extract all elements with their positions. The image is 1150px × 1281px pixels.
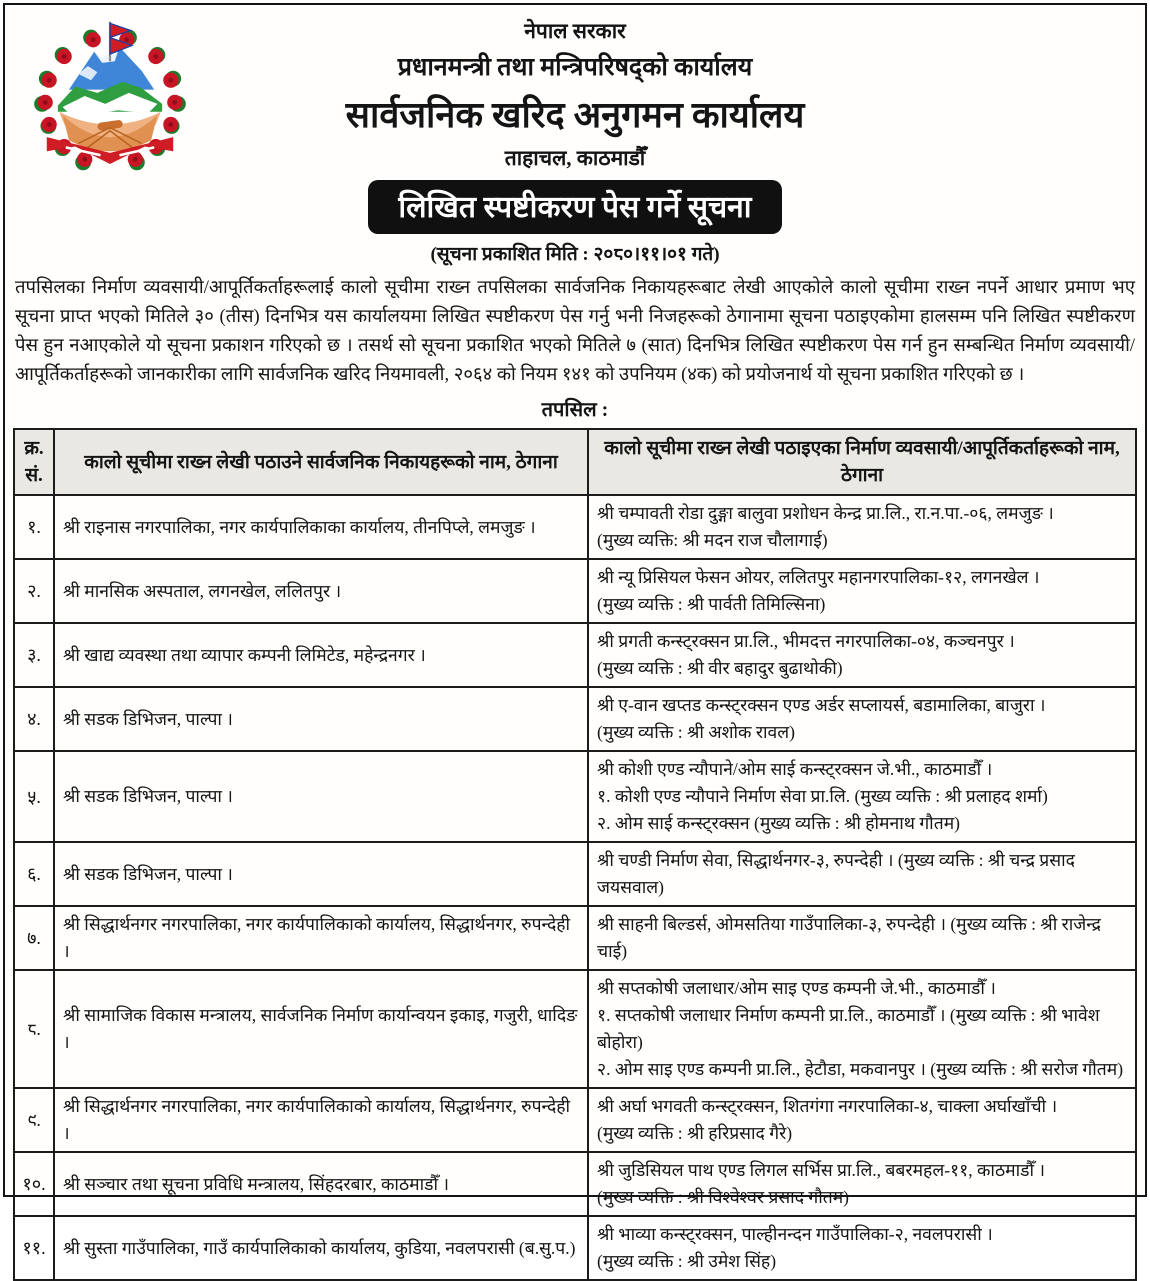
contractor-cell — [588, 842, 1136, 906]
notice-body-paragraph: तपसिलका निर्माण व्यवसायी/आपूर्तिकर्ताहरूलाई कालो सूचीमा राख्न तपसिलका सार्वजनिक निकायहरूबाट लेखी आएकोले कालो सूचीमा राख्न नपर्ने आधार प्रमाण भए सूचना प्राप्त भएको मितिले ३० (तीस) दिनभित्र यस कार्यालयमा लिखित स्पष्टीकरण पेस गर्नु भनी निजहरूको ठेगानामा सूचना पठाइएकोमा हालसम्म पनि लिखित स्पष्टीकरण पेस हुन नआएकोले यो सूचना प्रकाशन गरिएको छ । तसर्थ सो सूचना प्रकाशित भएको मितिले ७ (सात) दिनभित्र लिखित स्पष्टीकरण पेस गर्न हुन सम्बन्धित निर्माण व्यवसायी/आपूर्तिकर्ताहरूको जानकारीका लागि सार्वजनिक खरिद नियमावली, २०६४ को नियम १४१ को उपनियम (४क) को प्रयोजनार्थ यो सूचना प्रकाशित गरिएको छ । — [15, 278, 1135, 385]
contractor-cell — [588, 906, 1136, 970]
table-row — [14, 970, 1136, 1088]
table-row — [14, 1216, 1136, 1280]
contractor-line: श्री ए-वान खप्तड कन्स्ट्रक्सन एण्ड अर्डर सप्लायर्स, बडामालिका, बाजुरा । — [597, 695, 1046, 715]
contractor-line: श्री चम्पावती रोडा दुङ्गा बालुवा प्रशोधन केन्द्र प्रा.लि., रा.न.पा.-०६, लमजुङ । — [597, 503, 1054, 523]
contractor-cell — [588, 1152, 1136, 1216]
serial-number: ८. — [14, 970, 54, 1088]
table-row — [14, 1152, 1136, 1216]
public-body-cell: श्री मानसिक अस्पताल, लगनखेल, ललितपुर । — [54, 559, 588, 623]
table-row — [14, 559, 1136, 623]
contractor-line: (मुख्य व्यक्ति : श्री पार्वती तिमिल्सिना) — [597, 594, 826, 614]
serial-number: ३. — [14, 623, 54, 687]
details-label: तपसिल : — [541, 399, 609, 421]
contractor-cell — [588, 623, 1136, 687]
contractor-cell — [588, 687, 1136, 751]
government-name: नेपाल सरकार — [524, 19, 626, 43]
contractor-line: १. सप्तकोषी जलाधार निर्माण कम्पनी प्रा.लि., काठमाडौँ । (मुख्य व्यक्ति : श्री भावेश बोहोरा) — [597, 1005, 1100, 1052]
public-body-cell: श्री सिद्धार्थनगर नगरपालिका, नगर कार्यपालिकाको कार्यालय, सिद्धार्थनगर, रुपन्देही । — [54, 906, 588, 970]
office-address: ताहाचल, काठमाडौँ — [504, 146, 646, 170]
contractor-cell — [588, 1216, 1136, 1280]
serial-number: ५. — [14, 751, 54, 842]
public-body-cell: श्री सामाजिक विकास मन्त्रालय, सार्वजनिक निर्माण कार्यान्वयन इकाइ, गजुरी, धादिङ । — [54, 970, 588, 1088]
public-body-cell: श्री सडक डिभिजन, पाल्पा । — [54, 751, 588, 842]
contractor-line: श्री कोशी एण्ड न्यौपाने/ओम साई कन्स्ट्रक्सन जे.भी., काठमाडौँ । — [597, 759, 993, 779]
contractor-cell — [588, 559, 1136, 623]
contractor-line: श्री जुडिसियल पाथ एण्ड लिगल सर्भिस प्रा.लि., बबरमहल-११, काठमाडौँ । — [597, 1160, 1046, 1180]
header-serial-number: क्र. सं. — [14, 429, 54, 495]
header-public-body: कालो सूचीमा राख्न लेखी पठाउने सार्वजनिक निकायहरूको नाम, ठेगाना — [54, 429, 588, 495]
blacklist-table — [13, 428, 1137, 1281]
contractor-line: (मुख्य व्यक्ति : श्री उमेश सिंह) — [597, 1251, 777, 1271]
public-body-cell: श्री खाद्य व्यवस्था तथा व्यापार कम्पनी लिमिटेड, महेन्द्रनगर । — [54, 623, 588, 687]
contractor-cell — [588, 1088, 1136, 1152]
table-row — [14, 495, 1136, 559]
contractor-line: (मुख्य व्यक्ति : श्री हरिप्रसाद गैरे) — [597, 1123, 793, 1143]
ministry-name: प्रधानमन्त्री तथा मन्त्रिपरिषद्को कार्यालय — [397, 54, 753, 81]
notice-title: लिखित स्पष्टीकरण पेस गर्ने सूचना — [368, 180, 781, 234]
contractor-line: (मुख्य व्यक्ति : श्री वीर बहादुर बुढाथोकी) — [597, 658, 843, 678]
nepal-government-emblem-logo — [31, 17, 189, 175]
office-name: सार्वजनिक खरिद अनुगमन कार्यालय — [345, 95, 805, 135]
contractor-line: श्री सप्तकोषी जलाधार/ओम साइ एण्ड कम्पनी जे.भी., काठमाडौँ । — [597, 978, 996, 998]
contractor-line: (मुख्य व्यक्ति: श्री मदन राज चौलागाई) — [597, 530, 828, 550]
serial-number: ४. — [14, 687, 54, 751]
serial-number: ६. — [14, 842, 54, 906]
serial-number: ९. — [14, 1088, 54, 1152]
emblem-scene — [58, 47, 162, 153]
contractor-line: २. ओम साइ एण्ड कम्पनी प्रा.लि., हेटौडा, मकवानपुर । (मुख्य व्यक्ति : श्री सरोज गौतम) — [597, 1059, 1124, 1079]
contractor-line: श्री चण्डी निर्माण सेवा, सिद्धार्थनगर-३, रुपन्देही । (मुख्य व्यक्ति : श्री चन्द्र प्रसाद जयसवाल) — [597, 850, 1075, 897]
table-header-row — [14, 429, 1136, 495]
contractor-line: श्री अर्घा भगवती कन्स्ट्रक्सन, शितगंगा नगरपालिका-४, चाक्ला अर्घाखाँची । — [597, 1096, 1058, 1116]
table-row — [14, 842, 1136, 906]
contractor-cell — [588, 970, 1136, 1088]
serial-number: १०. — [14, 1152, 54, 1216]
contractor-line: (मुख्य व्यक्ति : श्री अशोक रावल) — [597, 722, 795, 742]
contractor-cell — [588, 751, 1136, 842]
contractor-line: (मुख्य व्यक्ति : श्री विश्वेश्वर प्रसाद गौतम) — [597, 1187, 850, 1207]
contractor-line: श्री प्रगती कन्स्ट्रक्सन प्रा.लि., भीमदत्त नगरपालिका-०४, कञ्चनपुर । — [597, 631, 1015, 651]
public-body-cell: श्री सञ्चार तथा सूचना प्रविधि मन्त्रालय, सिंहदरबार, काठमाडौँ । — [54, 1152, 588, 1216]
contractor-line: २. ओम साई कन्स्ट्रक्सन (मुख्य व्यक्ति : श्री होमनाथ गौतम) — [597, 813, 960, 833]
contractor-cell — [588, 495, 1136, 559]
table-row — [14, 623, 1136, 687]
table-row — [14, 751, 1136, 842]
public-body-cell: श्री सडक डिभिजन, पाल्पा । — [54, 842, 588, 906]
public-body-cell: श्री सुस्ता गाउँपालिका, गाउँ कार्यपालिकाको कार्यालय, कुडिया, नवलपरासी (ब.सु.प.) — [54, 1216, 588, 1280]
table-row — [14, 906, 1136, 970]
header-contractor: कालो सूचीमा राख्न लेखी पठाइएका निर्माण व्यवसायी/आपूर्तिकर्ताहरूको नाम, ठेगाना — [588, 429, 1136, 495]
serial-number: ११. — [14, 1216, 54, 1280]
table-row — [14, 687, 1136, 751]
contractor-line: श्री भाव्या कन्स्ट्रक्सन, पाल्हीनन्दन गाउँपालिका-२, नवलपरासी । — [597, 1224, 993, 1244]
serial-number: २. — [14, 559, 54, 623]
contractor-line: १. कोशी एण्ड न्यौपाने निर्माण सेवा प्रा.लि. (मुख्य व्यक्ति : श्री प्रलाहद शर्मा) — [597, 786, 1048, 806]
public-body-cell: श्री राइनास नगरपालिका, नगर कार्यपालिकाका कार्यालय, तीनपिप्ले, लमजुङ । — [54, 495, 588, 559]
contractor-line: श्री साहनी बिल्डर्स, ओमसतिया गाउँपालिका-३, रुपन्देही । (मुख्य व्यक्ति : श्री राजेन्द्र चाई) — [597, 914, 1101, 961]
public-body-cell: श्री सडक डिभिजन, पाल्पा । — [54, 687, 588, 751]
serial-number: १. — [14, 495, 54, 559]
contractor-line: श्री न्यू प्रिसियल फेसन ओयर, ललितपुर महानगरपालिका-१२, लगनखेल । — [597, 567, 1040, 587]
public-body-cell: श्री सिद्धार्थनगर नगरपालिका, नगर कार्यपालिकाको कार्यालय, सिद्धार्थनगर, रुपन्देही । — [54, 1088, 588, 1152]
published-date: (सूचना प्रकाशित मिति : २०८०।११।०१ गते) — [430, 244, 720, 265]
table-row — [14, 1088, 1136, 1152]
serial-number: ७. — [14, 906, 54, 970]
notice-page — [3, 3, 1147, 1271]
